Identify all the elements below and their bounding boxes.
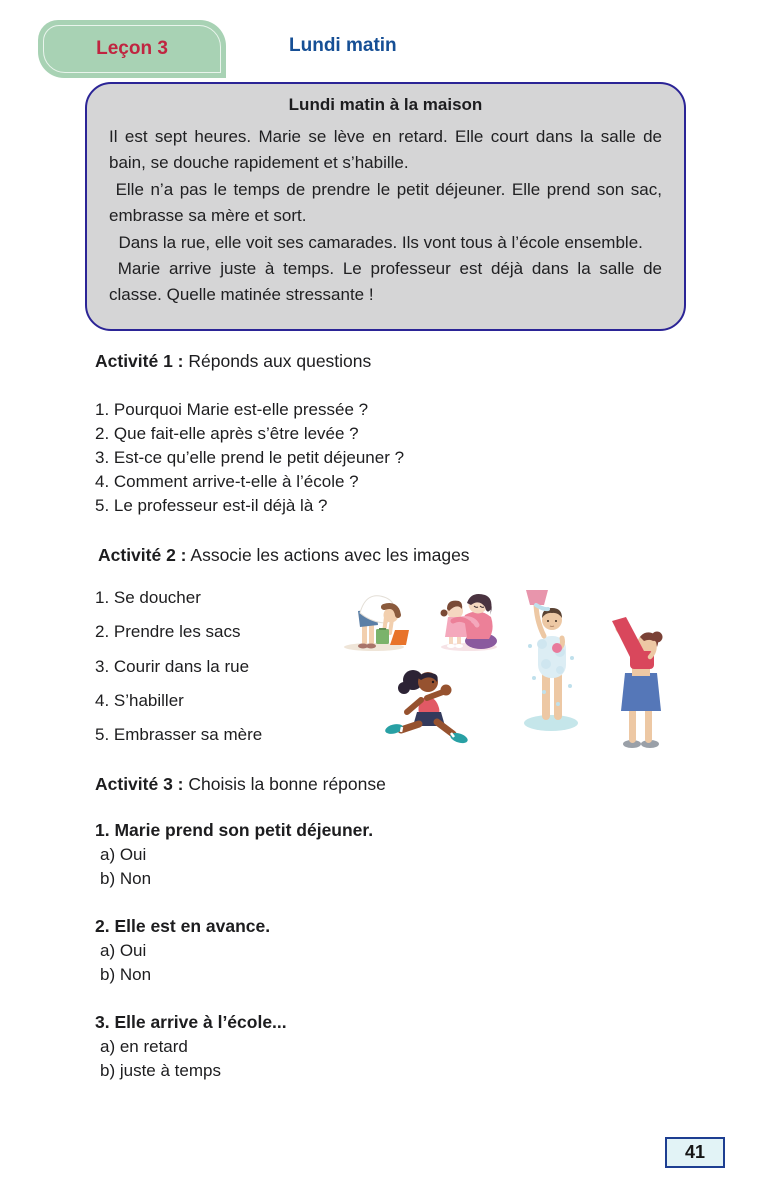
mcq-option: b) Non <box>100 965 152 985</box>
question-item: 4. Comment arrive-t-elle à l’école ? <box>95 472 359 492</box>
mcq-item <box>95 818 373 891</box>
story-paragraph: Dans la rue, elle voit ses camarades. Ils vont tous à l’école ensemble. <box>109 232 643 252</box>
picking-up-bags-image <box>340 585 412 658</box>
activity3-label: Activité 3 : <box>95 774 184 794</box>
question-item: 5. Le professeur est-il déjà là ? <box>95 496 328 516</box>
mcq-option: a) Oui <box>100 941 147 960</box>
getting-dressed-image <box>610 615 676 756</box>
action-item: 3. Courir dans la rue <box>95 656 250 676</box>
page-number-box <box>665 1137 725 1168</box>
story-paragraph: Elle n’a pas le temps de prendre le petit déjeuner. Elle prend son sac, embrasse sa mère et sort. <box>109 179 667 226</box>
page-number: 41 <box>684 1142 706 1162</box>
showering-image <box>514 586 590 739</box>
question-item: 2. Que fait-elle après s’être levée ? <box>95 424 359 444</box>
lesson-badge-label: Leçon 3 <box>96 38 168 59</box>
story-box <box>85 82 686 331</box>
mcq-option: b) juste à temps <box>100 1061 221 1081</box>
activity2-label: Activité 2 : <box>98 545 187 565</box>
mcq-item <box>95 1010 287 1083</box>
activity2-header <box>98 545 470 566</box>
mcq-option: a) Oui <box>100 845 147 864</box>
action-item: 5. Embrasser sa mère <box>95 725 263 745</box>
activity1-label: Activité 1 : <box>95 351 184 371</box>
mcq-question: 3. Elle arrive à l’école... <box>95 1012 287 1032</box>
lesson-badge <box>38 20 226 78</box>
action-item: 1. Se doucher <box>95 588 201 607</box>
story-paragraph: Marie arrive juste à temps. Le professeur est déjà dans la salle de classe. Quelle matinée stressante ! <box>109 259 667 305</box>
question-item: 1. Pourquoi Marie est-elle pressée ? <box>95 400 369 419</box>
activity1-header <box>95 351 371 372</box>
activity3-header <box>95 774 386 795</box>
story-paragraph: Il est sept heures. Marie se lève en retard. Elle court dans la salle de bain, se douche rapidement et s’habille. <box>109 127 667 173</box>
activity2-action-list <box>95 588 262 759</box>
mcq-item <box>95 914 270 987</box>
page-title: Lundi matin <box>289 35 397 56</box>
activity1-instruction: Réponds aux questions <box>183 351 372 371</box>
hugging-mother-image <box>433 589 503 657</box>
action-item: 2. Prendre les sacs <box>95 622 241 642</box>
story-title: Lundi matin à la maison <box>288 95 483 114</box>
action-item: 4. S’habiller <box>95 690 184 710</box>
mcq-option: b) Non <box>100 869 152 889</box>
activity1-question-list <box>95 398 404 518</box>
activity2-instruction: Associe les actions avec les images <box>186 545 470 565</box>
mcq-question: 2. Elle est en avance. <box>95 916 271 936</box>
running-girl-image <box>383 660 473 755</box>
mcq-option: a) en retard <box>100 1037 188 1056</box>
question-item: 3. Est-ce qu’elle prend le petit déjeuner ? <box>95 448 405 468</box>
activity3-instruction: Choisis la bonne réponse <box>183 774 386 794</box>
mcq-question: 1. Marie prend son petit déjeuner. <box>95 820 374 840</box>
